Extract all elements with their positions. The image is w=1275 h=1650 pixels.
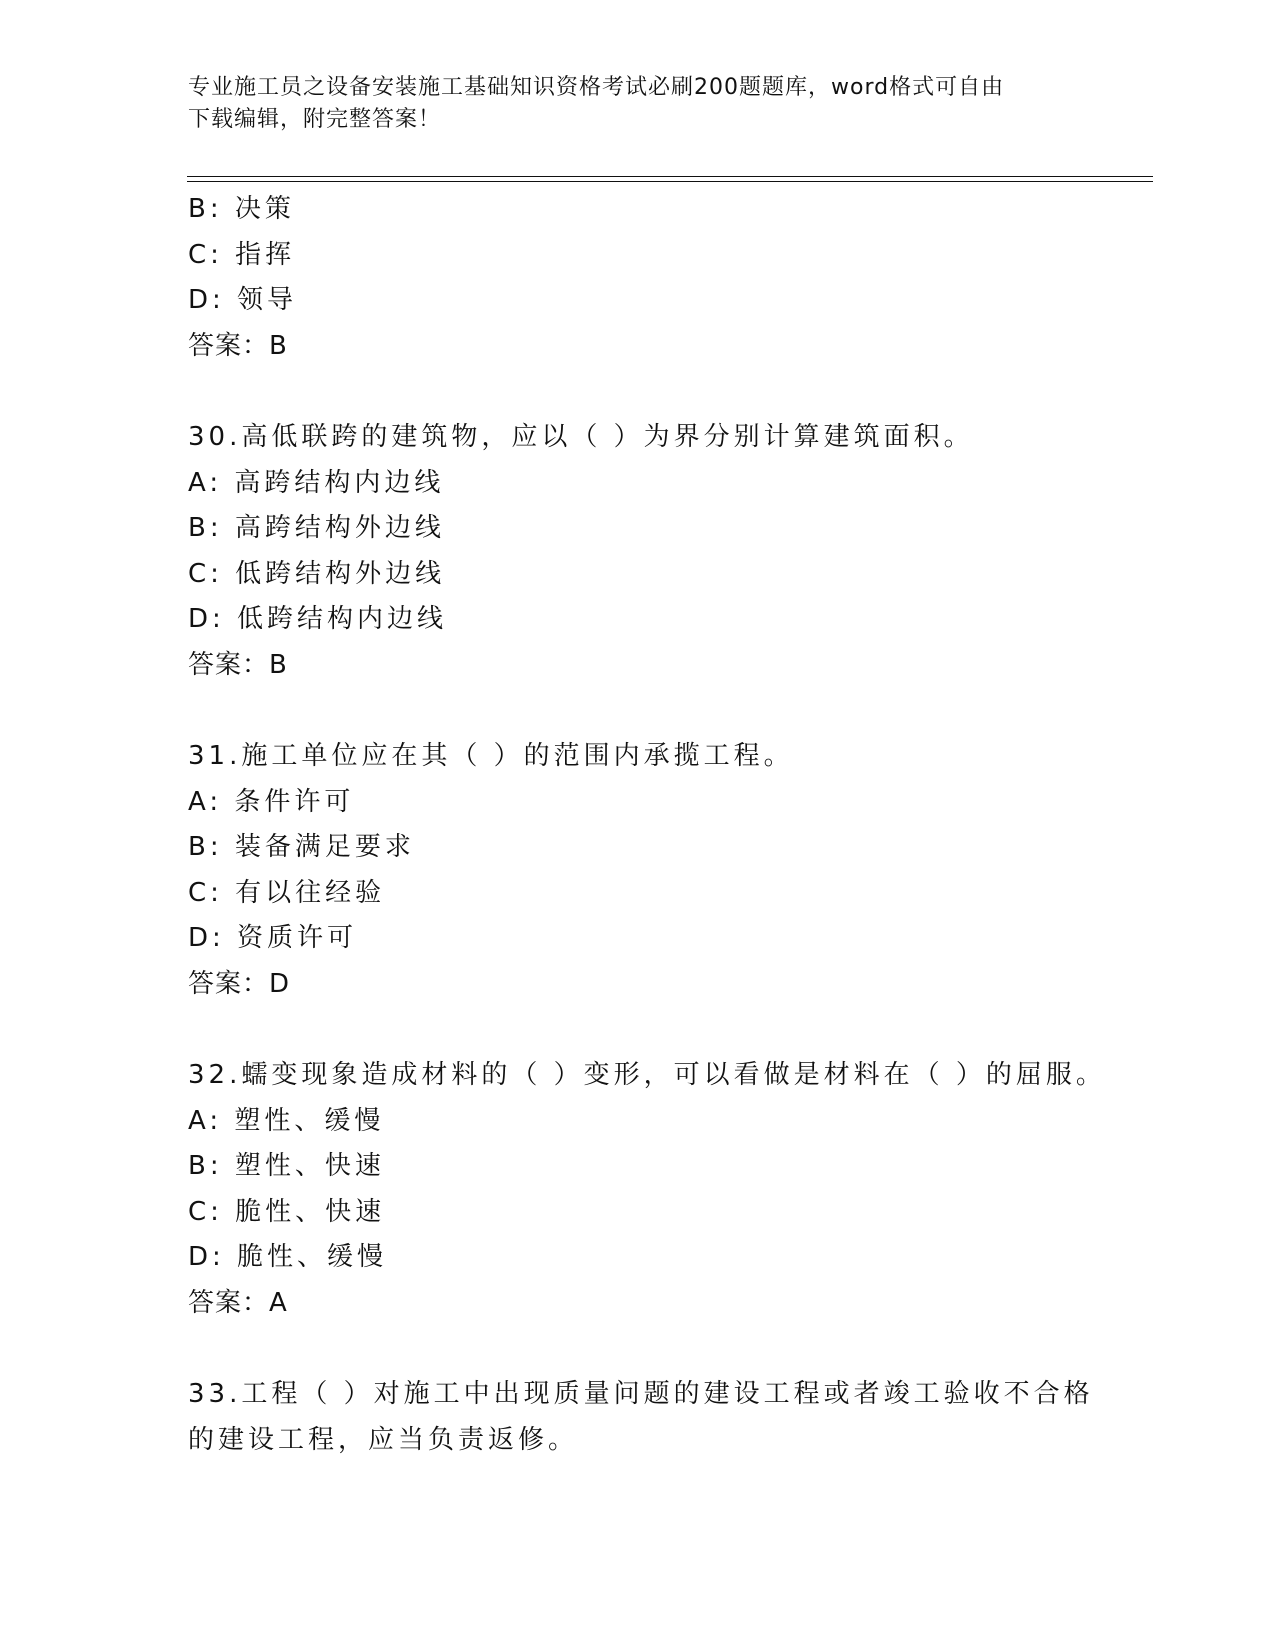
answer: 答案：B bbox=[188, 649, 288, 680]
option-b: B: 决策 bbox=[188, 194, 295, 224]
header-divider-top bbox=[187, 176, 1153, 177]
header-divider-bottom bbox=[187, 181, 1153, 182]
option-a: A: 条件许可 bbox=[188, 786, 355, 817]
option-d: D: 领导 bbox=[188, 285, 298, 315]
option-a: A: 高跨结构内边线 bbox=[188, 467, 445, 498]
question-30 bbox=[188, 415, 1088, 688]
option-d: D: 资质许可 bbox=[188, 923, 358, 953]
question-29 bbox=[188, 187, 1088, 369]
question-text: 31.施工单位应在其（ ）的范围内承揽工程。 bbox=[188, 741, 794, 771]
option-c: C: 低跨结构外边线 bbox=[188, 558, 446, 589]
header-line-1: 专业施工员之设备安装施工基础知识资格考试必刷200题题库，word格式可自由 bbox=[188, 75, 1005, 100]
question-32 bbox=[188, 1053, 1106, 1326]
header-line-2: 下载编辑，附完整答案！ bbox=[188, 107, 442, 132]
question-text: 32.蠕变现象造成材料的（ ）变形，可以看做是材料在（ ）的屈服。 bbox=[188, 1060, 1106, 1090]
option-d: D: 脆性、缓慢 bbox=[188, 1242, 388, 1272]
option-a: A: 塑性、缓慢 bbox=[188, 1105, 385, 1136]
question-31 bbox=[188, 734, 1088, 1007]
option-c: C: 脆性、快速 bbox=[188, 1196, 386, 1227]
question-33 bbox=[188, 1372, 1094, 1463]
option-b: B: 装备满足要求 bbox=[188, 832, 415, 862]
option-d: D: 低跨结构内边线 bbox=[188, 604, 448, 634]
option-c: C: 指挥 bbox=[188, 239, 296, 270]
question-text-line-1: 33.工程（ ）对施工中出现质量问题的建设工程或者竣工验收不合格 bbox=[188, 1379, 1094, 1409]
question-text: 30.高低联跨的建筑物，应以（ ）为界分别计算建筑面积。 bbox=[188, 422, 974, 452]
document-header bbox=[188, 72, 1088, 136]
answer: 答案：B bbox=[188, 330, 288, 361]
option-b: B: 高跨结构外边线 bbox=[188, 513, 445, 543]
option-b: B: 塑性、快速 bbox=[188, 1151, 385, 1181]
answer: 答案：A bbox=[188, 1287, 288, 1318]
question-list bbox=[188, 187, 1106, 1463]
answer: 答案：D bbox=[188, 968, 291, 999]
option-c: C: 有以往经验 bbox=[188, 877, 386, 908]
question-text-line-2: 的建设工程，应当负责返修。 bbox=[188, 1424, 579, 1455]
